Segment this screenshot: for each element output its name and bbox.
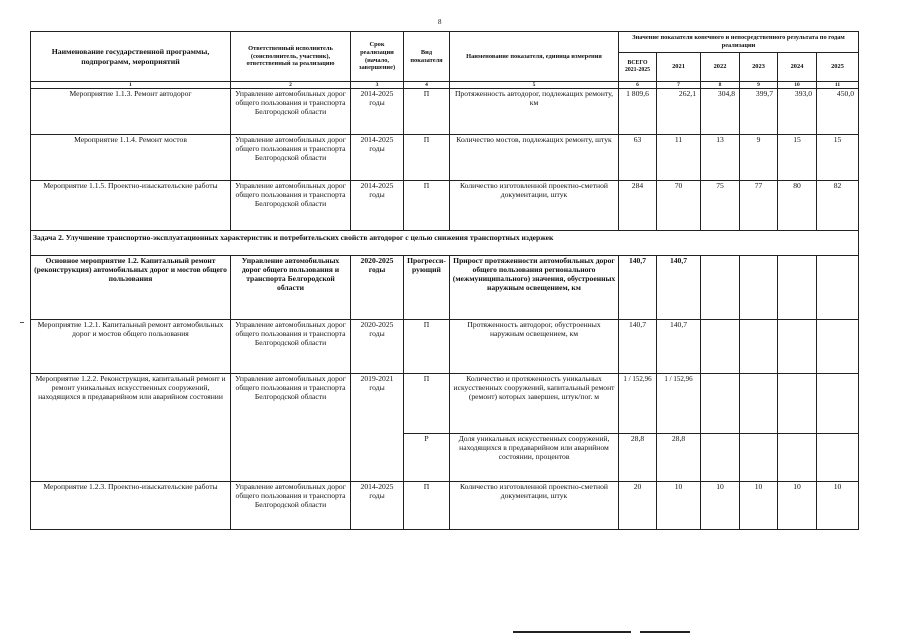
value-2025: 15: [817, 135, 859, 181]
header-name: Наименование государственной программы, подпрограмм, мероприятий: [31, 32, 231, 82]
value-2022: [701, 433, 740, 481]
value-total: 1 809,6: [619, 89, 657, 135]
executor: Управление автомобильных дорог общего пользования и транспорта Белгородской области: [231, 181, 351, 231]
col-number: 7: [657, 82, 701, 89]
column-numbers-row: [31, 82, 859, 89]
col-number: 1: [31, 82, 231, 89]
header-term: Срок реализации (начало, завершение): [351, 32, 404, 82]
value-2022: [701, 373, 740, 433]
event-name: Мероприятие 1.2.1. Капитальный ремонт автомобильных дорог и мостов общего пользования: [31, 319, 231, 373]
value-2025: [817, 433, 859, 481]
indicator-type: Р: [404, 433, 450, 481]
col-number: 5: [450, 82, 619, 89]
indicator-type: П: [404, 135, 450, 181]
task-title: Задача 2. Улучшение транспортно-эксплуатационных характеристик и потребительских свойств автодорог с целью снижения транспортных издержек: [31, 231, 859, 256]
executor: Управление автомобильных дорог общего пользования и транспорта Белгородской области: [231, 481, 351, 529]
indicator-name: Доля уникальных искусственных сооружений, находящихся в предаварийном или аварийном состоянии, процентов: [450, 433, 619, 481]
indicator-type: П: [404, 373, 450, 433]
term: 2019-2021 годы: [351, 373, 404, 481]
executor: Управление автомобильных дорог общего пользования и транспорта Белгородской области: [231, 319, 351, 373]
table-row: [31, 319, 859, 373]
value-2023: 399,7: [740, 89, 778, 135]
executor: Управление автомобильных дорог общего пользования и транспорта Белгородской области: [231, 135, 351, 181]
value-total: 63: [619, 135, 657, 181]
table-row: [31, 481, 859, 529]
value-2025: 82: [817, 181, 859, 231]
indicators-table: [30, 31, 859, 530]
value-2023: [740, 319, 778, 373]
value-2024: [778, 373, 817, 433]
value-2024: 15: [778, 135, 817, 181]
table-row: [31, 373, 859, 433]
event-name: Основное мероприятие 1.2. Капитальный ремонт (реконструкция) автомобильных дорог и мостов общего пользования: [31, 255, 231, 319]
value-2023: [740, 255, 778, 319]
value-2021: 140,7: [657, 319, 701, 373]
scan-edge-line: [513, 631, 631, 633]
term: 2014-2025 годы: [351, 481, 404, 529]
value-2025: 10: [817, 481, 859, 529]
indicator-type: П: [404, 181, 450, 231]
col-number: 11: [817, 82, 859, 89]
indicator-type: П: [404, 89, 450, 135]
header-year: 2024: [778, 53, 817, 82]
value-total: 284: [619, 181, 657, 231]
col-number: 4: [404, 82, 450, 89]
header-indicator: Наименование показателя, единица измерения: [450, 32, 619, 82]
indicator-type: П: [404, 319, 450, 373]
page-number: 8: [438, 18, 442, 26]
value-2022: 10: [701, 481, 740, 529]
value-2024: [778, 319, 817, 373]
event-name: Мероприятие 1.1.4. Ремонт мостов: [31, 135, 231, 181]
margin-mark: [20, 322, 24, 323]
value-2024: 393,0: [778, 89, 817, 135]
col-number: 8: [701, 82, 740, 89]
header-values: Значение показателя конечного и непосредственного результата по годам реализации: [619, 32, 859, 53]
value-2025: 450,0: [817, 89, 859, 135]
header-executor: Ответственный исполнитель (соисполнитель, участник), ответственный за реализацию: [231, 32, 351, 82]
value-2021: 70: [657, 181, 701, 231]
value-2021: 28,8: [657, 433, 701, 481]
value-total: 20: [619, 481, 657, 529]
header-year: 2022: [701, 53, 740, 82]
header-year: 2023: [740, 53, 778, 82]
col-number: 6: [619, 82, 657, 89]
header-year: 2021: [657, 53, 701, 82]
executor: Управление автомобильных дорог общего пользования и транспорта Белгородской области: [231, 255, 351, 319]
value-2022: 75: [701, 181, 740, 231]
value-2023: [740, 373, 778, 433]
indicator-name: Количество изготовленной проектно-сметной документации, штук: [450, 481, 619, 529]
indicator-type: Прогресси-рующий: [404, 255, 450, 319]
col-number: 3: [351, 82, 404, 89]
value-2025: [817, 255, 859, 319]
indicator-name: Протяженность автодорог, обустроенных наружным освещением, км: [450, 319, 619, 373]
indicator-name: Прирост протяженности автомобильных дорог общего пользования регионального (межмуниципального) значения, обустроенных наружным освещением, км: [450, 255, 619, 319]
event-name: Мероприятие 1.1.5. Проектно-изыскательские работы: [31, 181, 231, 231]
col-number: 9: [740, 82, 778, 89]
term: 2020-2025 годы: [351, 319, 404, 373]
value-2024: 10: [778, 481, 817, 529]
executor: Управление автомобильных дорог общего пользования и транспорта Белгородской области: [231, 89, 351, 135]
scan-edge-line: [640, 631, 690, 633]
value-2024: [778, 255, 817, 319]
value-2022: 304,8: [701, 89, 740, 135]
value-2021: 262,1: [657, 89, 701, 135]
event-name: Мероприятие 1.2.3. Проектно-изыскательские работы: [31, 481, 231, 529]
col-number: 2: [231, 82, 351, 89]
value-total: 1 / 152,96: [619, 373, 657, 433]
value-total: 28,8: [619, 433, 657, 481]
header-row: [31, 32, 859, 53]
executor: Управление автомобильных дорог общего пользования и транспорта Белгородской области: [231, 373, 351, 481]
value-2022: 13: [701, 135, 740, 181]
value-2021: 1 / 152,96: [657, 373, 701, 433]
indicator-name: Количество изготовленной проектно-сметной документации, штук: [450, 181, 619, 231]
term: 2020-2025 годы: [351, 255, 404, 319]
value-2024: [778, 433, 817, 481]
indicator-type: П: [404, 481, 450, 529]
indicator-name: Количество мостов, подлежащих ремонту, штук: [450, 135, 619, 181]
term: 2014-2025 годы: [351, 135, 404, 181]
table-row: [31, 89, 859, 135]
header-year: 2025: [817, 53, 859, 82]
value-2021: 10: [657, 481, 701, 529]
value-2023: 10: [740, 481, 778, 529]
table-row: [31, 181, 859, 231]
value-2024: 80: [778, 181, 817, 231]
value-2022: [701, 319, 740, 373]
value-2022: [701, 255, 740, 319]
value-2023: 77: [740, 181, 778, 231]
value-total: 140,7: [619, 319, 657, 373]
indicator-name: Протяженность автодорог, подлежащих ремонту, км: [450, 89, 619, 135]
header-total: ВСЕГО 2021-2025: [619, 53, 657, 82]
indicator-name: Количество и протяженность уникальных искусственных сооружений, капитальный ремонт (ремонт) которых завершен, штук/пог. м: [450, 373, 619, 433]
term: 2014-2025 годы: [351, 181, 404, 231]
event-name: Мероприятие 1.2.2. Реконструкция, капитальный ремонт и ремонт уникальных искусственных сооружений, находящихся в предаварийном или аварийном состоянии: [31, 373, 231, 481]
header-type: Вид показателя: [404, 32, 450, 82]
value-2025: [817, 373, 859, 433]
table-row: [31, 255, 859, 319]
value-2023: [740, 433, 778, 481]
col-number: 10: [778, 82, 817, 89]
event-name: Мероприятие 1.1.3. Ремонт автодорог: [31, 89, 231, 135]
term: 2014-2025 годы: [351, 89, 404, 135]
table-row: [31, 135, 859, 181]
value-2023: 9: [740, 135, 778, 181]
task-row: [31, 231, 859, 256]
value-2025: [817, 319, 859, 373]
value-2021: 140,7: [657, 255, 701, 319]
value-2021: 11: [657, 135, 701, 181]
value-total: 140,7: [619, 255, 657, 319]
